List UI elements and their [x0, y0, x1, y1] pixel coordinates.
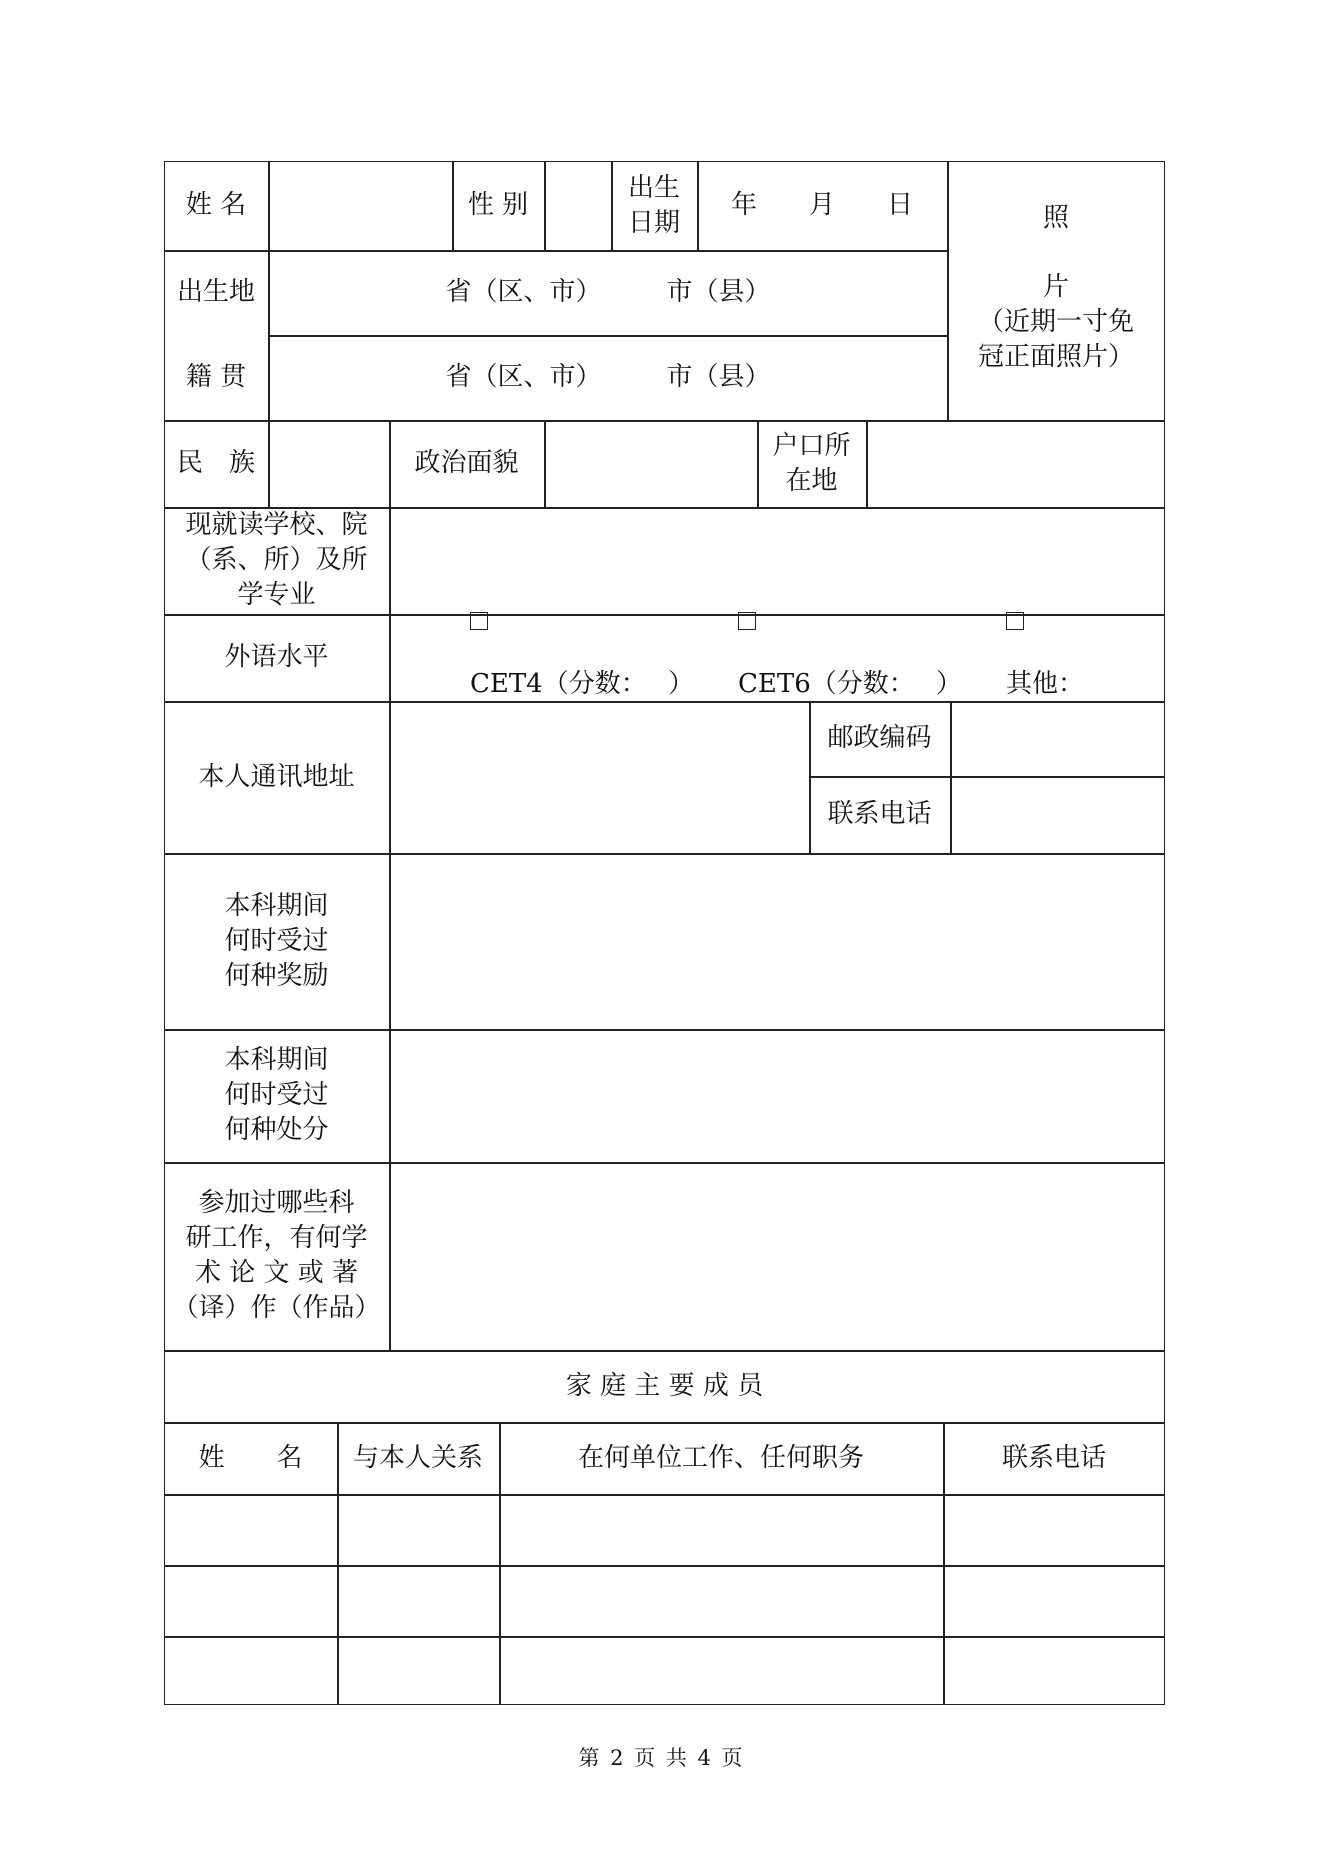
- research-label-line: （译）作（作品）: [172, 1293, 381, 1323]
- language-label: 外语水平: [224, 642, 329, 672]
- research-label: [164, 1162, 389, 1350]
- rule: [866, 420, 868, 507]
- address-label: 本人通讯地址: [198, 761, 355, 792]
- language-options: [389, 614, 1165, 701]
- family-col-phone: 联系电话: [1001, 1442, 1106, 1473]
- family-col-relation: 与本人关系: [352, 1442, 483, 1473]
- birthplace-value: 省（区、市） 市（县）: [445, 277, 771, 307]
- hukou-label-line: 在地: [785, 465, 838, 496]
- awards-label: [164, 853, 389, 1029]
- other-language-option[interactable]: [1006, 579, 1084, 737]
- rule: [389, 420, 391, 1350]
- checkbox-icon[interactable]: [1006, 612, 1024, 630]
- rule: [544, 420, 546, 507]
- research-label-line: 术 论 文 或 著: [194, 1258, 359, 1288]
- awards-label-line: 何种奖励: [224, 960, 329, 991]
- page-number: 第 2 页 共 4 页: [578, 1746, 745, 1770]
- birthplace-label: 出生地: [176, 277, 255, 307]
- school-label-line: 现就读学校、院: [185, 510, 368, 540]
- checkbox-icon[interactable]: [470, 612, 488, 630]
- cet4-option-label: CET4（分数： ）: [469, 668, 694, 699]
- birth-date-label: [611, 161, 697, 250]
- birth-date-value: 年 月 日: [730, 190, 913, 220]
- cet4-option[interactable]: [470, 579, 694, 737]
- rule: [164, 1565, 1165, 1567]
- hukou-label-line: 户口所: [772, 430, 851, 461]
- birth-date-label-line: 日期: [627, 207, 680, 238]
- school-label: [164, 507, 389, 614]
- family-col-work: 在何单位工作、任何职务: [577, 1442, 864, 1473]
- photo-box: [947, 161, 1165, 420]
- cet6-option-label: CET6（分数： ）: [737, 668, 963, 699]
- punishments-label-line: 本科期间: [224, 1045, 329, 1075]
- school-label-line: （系、所）及所: [185, 545, 368, 575]
- name-label: 姓 名: [185, 190, 247, 220]
- photo-label: 片: [1042, 272, 1069, 302]
- awards-label-line: 何时受过: [224, 925, 329, 956]
- family-col-name: 姓 名: [198, 1442, 303, 1473]
- photo-note: （近期一寸免: [977, 307, 1134, 337]
- phone-label: 联系电话: [827, 799, 932, 829]
- rule: [164, 1636, 1165, 1638]
- ethnicity-label: 民 族: [176, 448, 255, 478]
- native-place-label: 籍 贯: [185, 362, 247, 392]
- checkbox-icon[interactable]: [738, 612, 756, 630]
- hukou-label: [757, 420, 866, 507]
- gender-label: 性 别: [467, 190, 529, 220]
- photo-label: 照: [1042, 203, 1069, 233]
- other-language-option-label: 其他：: [1006, 668, 1085, 699]
- awards-label-line: 本科期间: [224, 890, 329, 921]
- punishments-label-line: 何种处分: [224, 1115, 329, 1145]
- rule: [544, 161, 546, 250]
- research-label-line: 参加过哪些科: [198, 1188, 355, 1218]
- punishments-label: [164, 1029, 389, 1162]
- photo-note: 冠正面照片）: [977, 342, 1134, 372]
- political-status-label: 政治面貌: [414, 448, 519, 478]
- punishments-label-line: 何时受过: [224, 1080, 329, 1110]
- research-label-line: 研工作，有何学: [185, 1223, 368, 1253]
- rule: [164, 420, 1165, 422]
- rule: [164, 1494, 1165, 1496]
- birth-date-label-line: 出生: [627, 172, 680, 203]
- school-label-line: 学专业: [237, 580, 316, 610]
- postcode-label: 邮政编码: [827, 723, 932, 753]
- native-place-value: 省（区、市） 市（县）: [445, 362, 771, 392]
- family-title: 家 庭 主 要 成 员: [565, 1370, 764, 1401]
